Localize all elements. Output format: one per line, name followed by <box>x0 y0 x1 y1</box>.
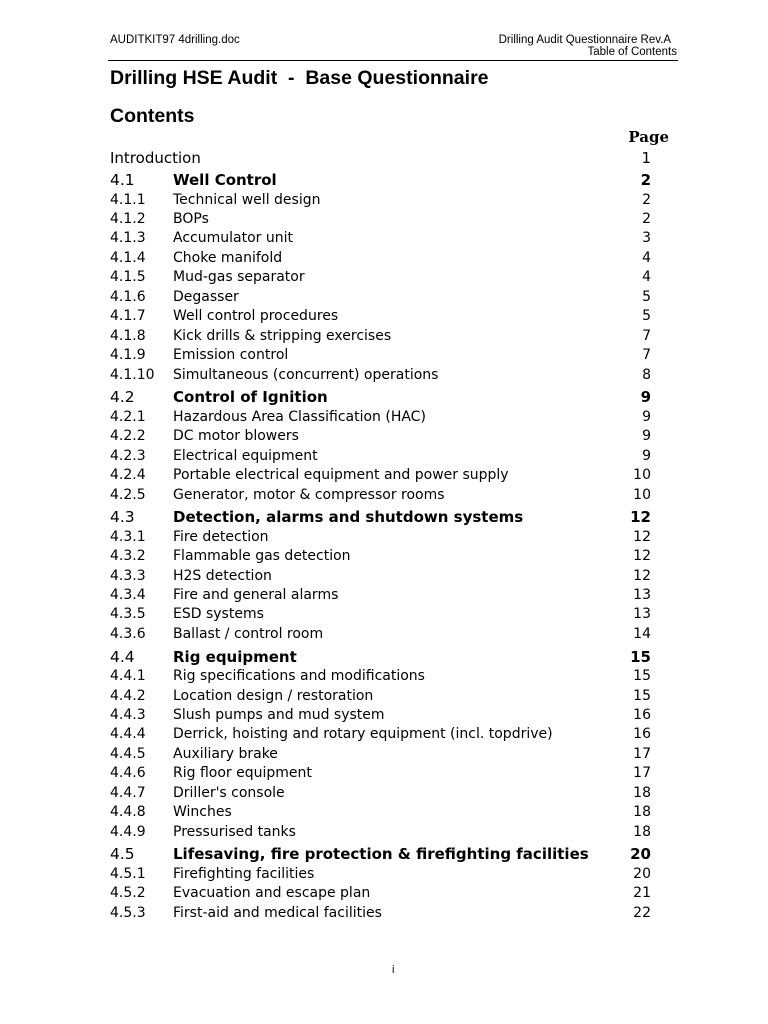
toc-entry-page: 2 <box>642 191 651 208</box>
toc-section-title: Detection, alarms and shutdown systems <box>173 508 524 527</box>
toc-entry-number: 4.1.6 <box>110 288 146 305</box>
toc-entry-title: Fire and general alarms <box>173 587 339 603</box>
toc-entry-page: 10 <box>633 467 651 484</box>
toc-entry-page: 8 <box>642 366 651 383</box>
contents-heading: Contents <box>110 105 195 127</box>
toc-entry-title: Generator, motor & compressor rooms <box>173 486 445 503</box>
toc-entry-title: Location design / restoration <box>173 687 374 704</box>
toc-entry-page: 15 <box>633 668 651 685</box>
toc-entry-page: 18 <box>633 804 651 821</box>
toc-entry-page: 17 <box>633 765 651 782</box>
toc-entry-page: 16 <box>633 706 651 723</box>
toc-entry-page: 13 <box>633 606 651 623</box>
toc-entry-number: 4.5.1 <box>110 865 146 882</box>
toc-entry-page: 16 <box>633 726 651 743</box>
toc-entry-page: 12 <box>633 528 651 545</box>
toc-entry-title: Rig floor equipment <box>173 765 312 782</box>
toc-entry-title: Electrical equipment <box>173 447 318 464</box>
toc-section-number: 4.4 <box>110 647 135 666</box>
toc-entry-page: 14 <box>633 625 651 642</box>
toc-section-page: 20 <box>630 845 651 864</box>
toc-entry-title: Introduction <box>110 149 201 167</box>
toc-entry-page: 9 <box>642 408 651 425</box>
toc-entry-number: 4.2.3 <box>110 447 146 464</box>
toc-entry-page: 18 <box>633 784 651 801</box>
toc-entry-number: 4.1.1 <box>110 191 146 208</box>
toc-entry-title: First-aid and medical facilities <box>173 904 382 921</box>
toc-entry-title: Simultaneous (concurrent) operations <box>173 366 439 383</box>
toc-entry-number: 4.4.2 <box>110 687 146 704</box>
toc-entry-page: 7 <box>642 327 651 344</box>
toc-entry-title: ESD systems <box>173 606 264 623</box>
toc-section-page: 12 <box>630 508 651 527</box>
toc-entry-page: 18 <box>633 823 651 840</box>
page-column-heading: Page <box>628 128 669 146</box>
toc-entry-title: Derrick, hoisting and rotary equipment (incl. topdrive) <box>173 726 553 743</box>
toc-section-number: 4.5 <box>110 845 135 864</box>
toc-entry-title: H2S detection <box>173 567 272 584</box>
toc-entry-title: Accumulator unit <box>173 230 293 247</box>
toc-entry-number: 4.2.4 <box>110 467 146 484</box>
toc-entry-title: Fire detection <box>173 528 269 545</box>
toc-entry-title: DC motor blowers <box>173 428 299 445</box>
toc-entry-page: 12 <box>633 567 651 584</box>
toc-section-page: 9 <box>640 388 651 407</box>
toc-entry-number: 4.3.1 <box>110 528 146 545</box>
toc-entry-number: 4.4.7 <box>110 784 146 801</box>
toc-entry-number: 4.1.9 <box>110 347 146 364</box>
toc-entry-number: 4.4.1 <box>110 668 146 685</box>
toc-entry-page: 2 <box>642 210 651 227</box>
toc-entry-number: 4.3.5 <box>110 606 146 623</box>
toc-entry-title: Hazardous Area Classification (HAC) <box>173 408 426 425</box>
toc-entry-number: 4.4.8 <box>110 804 146 821</box>
toc-entry-page: 9 <box>642 447 651 464</box>
toc-entry-page: 15 <box>633 687 651 704</box>
toc-entry-title: Driller's console <box>173 784 285 801</box>
toc-entry-number: 4.1.3 <box>110 230 146 247</box>
toc-entry-page: 20 <box>633 865 651 882</box>
toc-entry-title: Emission control <box>173 347 289 364</box>
header-filename: AUDITKIT97 4drilling.doc <box>110 34 240 46</box>
toc-entry-number: 4.3.6 <box>110 625 146 642</box>
toc-entry-number: 4.3.2 <box>110 548 146 565</box>
toc-section-title: Lifesaving, fire protection & firefighting facilities <box>173 845 589 864</box>
toc-entry-page: 12 <box>633 548 651 565</box>
toc-entry-page: 22 <box>633 904 651 921</box>
toc-entry-page: 4 <box>642 269 651 286</box>
toc-entry-title: Pressurised tanks <box>173 823 296 840</box>
toc-entry-number: 4.1.2 <box>110 210 146 227</box>
toc-entry-number: 4.4.6 <box>110 765 146 782</box>
toc-entry-page: 3 <box>642 230 651 247</box>
toc-entry-page: 9 <box>642 428 651 445</box>
toc-entry-title: Degasser <box>173 288 239 305</box>
header-section-name: Table of Contents <box>587 46 677 58</box>
toc-entry-number: 4.1.7 <box>110 308 146 325</box>
footer-page-number: i <box>392 964 395 976</box>
toc-entry-page: 10 <box>633 486 651 503</box>
toc-section-number: 4.3 <box>110 508 135 527</box>
toc-section-page: 2 <box>640 171 651 189</box>
toc-entry-page: 21 <box>633 885 651 902</box>
toc-entry-number: 4.1.8 <box>110 327 146 344</box>
toc-section-title: Rig equipment <box>173 647 297 666</box>
toc-entry-number: 4.3.4 <box>110 587 146 603</box>
toc-entry-number: 4.3.3 <box>110 567 146 584</box>
toc-entry-number: 4.4.5 <box>110 745 146 762</box>
toc-entry-title: Rig specifications and modifications <box>173 668 425 685</box>
toc-entry-title: Flammable gas detection <box>173 548 351 565</box>
toc-entry-title: Well control procedures <box>173 308 339 325</box>
toc-entry-title: BOPs <box>173 210 209 227</box>
toc-entry-number: 4.1.10 <box>110 366 155 383</box>
toc-section-title: Control of Ignition <box>173 388 328 407</box>
toc-entry-title: Technical well design <box>173 191 321 208</box>
toc-entry-number: 4.2.2 <box>110 428 146 445</box>
toc-entry-page: 13 <box>633 587 651 603</box>
toc-entry-title: Choke manifold <box>173 249 283 266</box>
toc-entry-page: 4 <box>642 249 651 266</box>
toc-entry-number: 4.2.1 <box>110 408 146 425</box>
toc-entry-title: Slush pumps and mud system <box>173 706 385 723</box>
toc-entry-number: 4.2.5 <box>110 486 146 503</box>
toc-entry-title: Evacuation and escape plan <box>173 885 371 902</box>
toc-entry-number: 4.1.4 <box>110 249 146 266</box>
toc-entry-page: 17 <box>633 745 651 762</box>
toc-entry-number: 4.5.3 <box>110 904 146 921</box>
toc-entry-page: 5 <box>642 308 651 325</box>
toc-entry-number: 4.4.9 <box>110 823 146 840</box>
toc-entry-number: 4.1.5 <box>110 269 146 286</box>
toc-entry-number: 4.4.3 <box>110 706 146 723</box>
toc-entry-title: Winches <box>173 804 232 821</box>
toc-entry-page: 1 <box>641 149 651 167</box>
toc-entry-title: Auxiliary brake <box>173 745 278 762</box>
toc-entry-title: Ballast / control room <box>173 625 324 642</box>
toc-section-number: 4.2 <box>110 388 135 407</box>
toc-entry-page: 5 <box>642 288 651 305</box>
toc-section-number: 4.1 <box>110 171 135 189</box>
toc-entry-title: Mud-gas separator <box>173 269 305 286</box>
header-document-title: Drilling Audit Questionnaire Rev.A <box>498 34 671 46</box>
toc-entry-page: 7 <box>642 347 651 364</box>
toc-entry-title: Kick drills & stripping exercises <box>173 327 392 344</box>
toc-entry-title: Firefighting facilities <box>173 865 315 882</box>
document-title: Drilling HSE Audit - Base Questionnaire <box>110 67 489 89</box>
toc-entry-number: 4.5.2 <box>110 885 146 902</box>
toc-entry-title: Portable electrical equipment and power supply <box>173 467 509 484</box>
toc-section-title: Well Control <box>173 171 277 189</box>
toc-entry-number: 4.4.4 <box>110 726 146 743</box>
toc-section-page: 15 <box>630 647 651 666</box>
